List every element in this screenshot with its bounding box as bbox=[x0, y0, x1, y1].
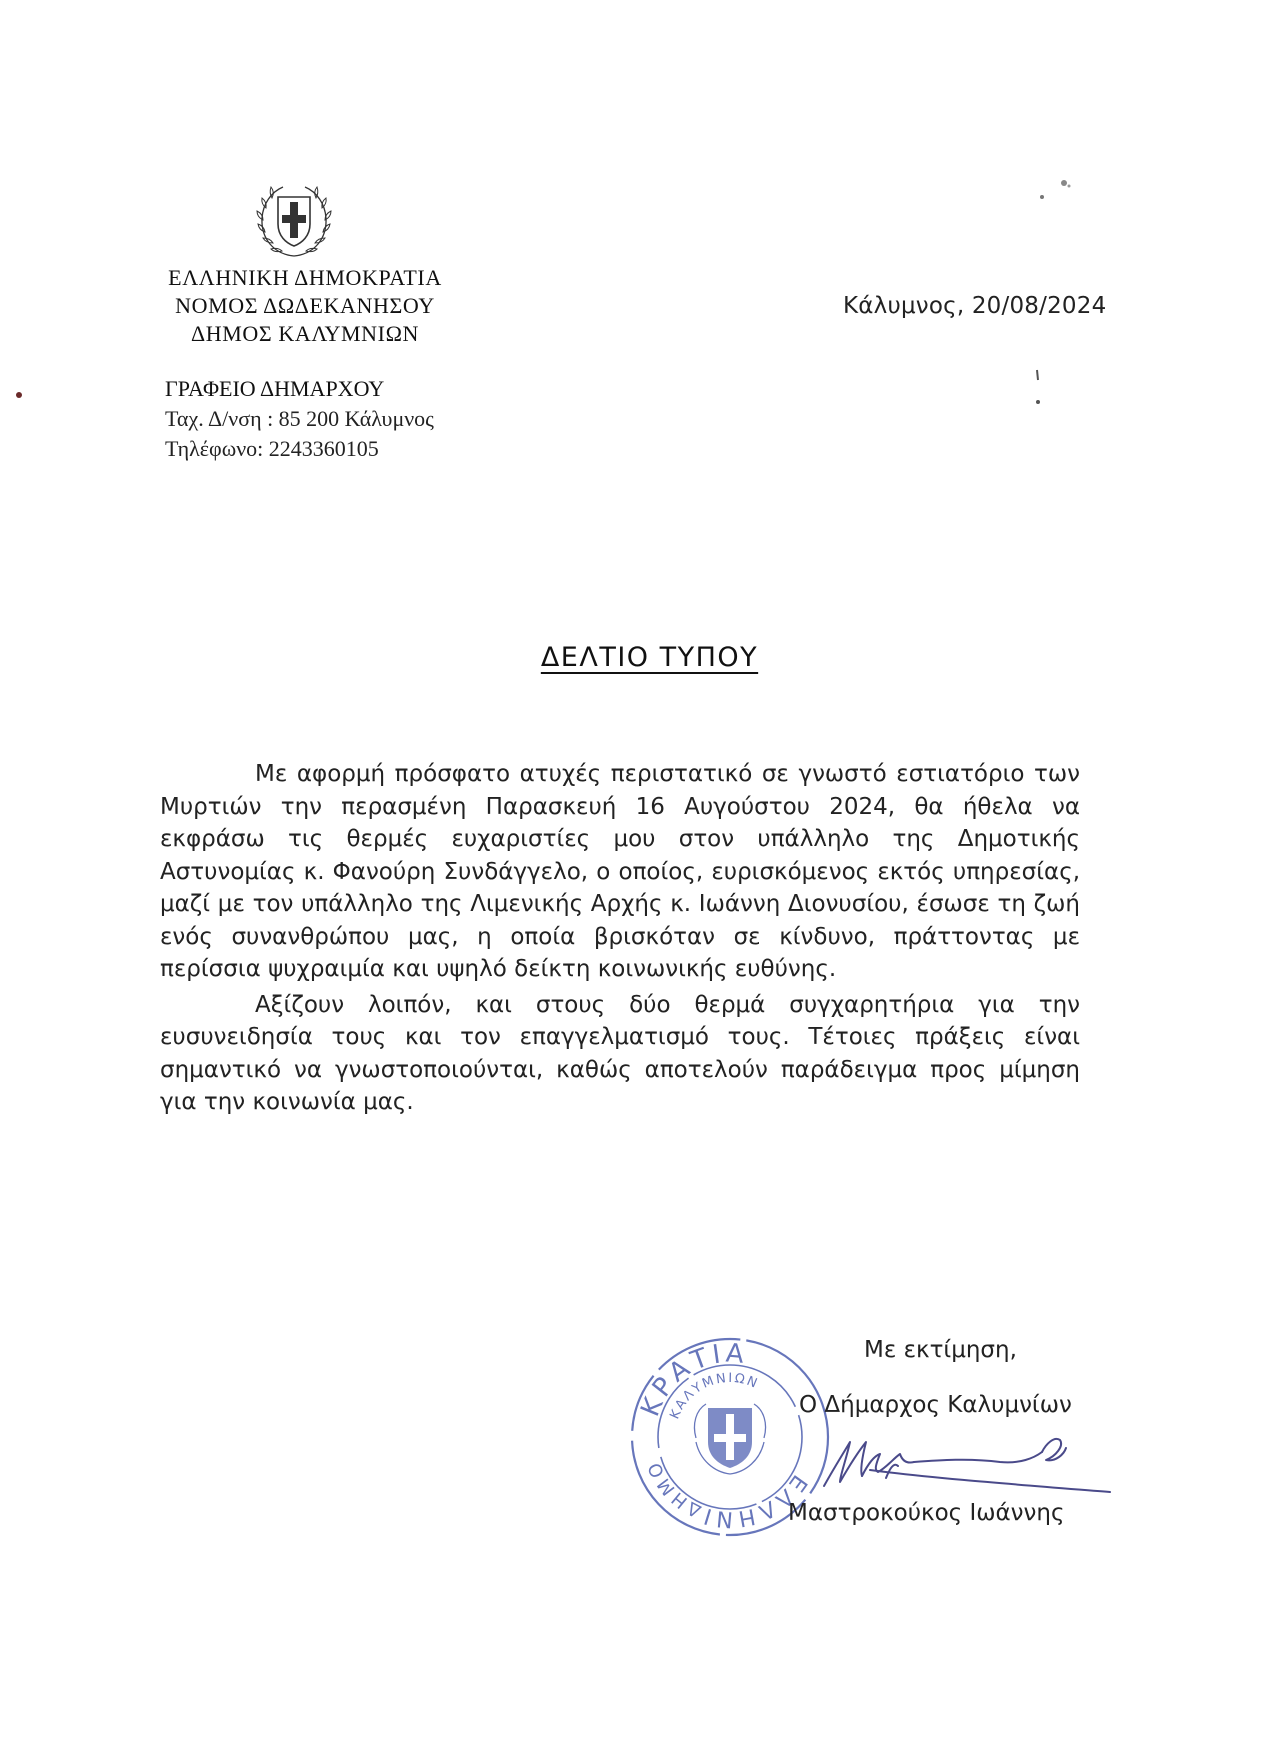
document-title bbox=[0, 642, 1275, 673]
document-body bbox=[160, 758, 1080, 1119]
stamp-inner-text: ΚΑΛΥΜΝΙΩΝ bbox=[667, 1370, 762, 1422]
scan-speck bbox=[1036, 177, 1076, 207]
stamp-left-text: ΔΗΜΟ bbox=[642, 1456, 705, 1522]
stamp-bottom-text: ΕΛΛΗΝΙ bbox=[697, 1469, 812, 1532]
signatory-name: Μαστροκούκος Ιωάννης bbox=[788, 1500, 1065, 1526]
handwritten-signature bbox=[810, 1408, 1120, 1513]
stamp-emblem-icon bbox=[694, 1404, 765, 1474]
body-paragraph: Αξίζουν λοιπόν, και στους δύο θερμά συγχαρητήρια για την ευσυνειδησία τους και τον επαγγελματισμό τους. Τέτοιες πράξεις είναι σημαντικό να γνωστοποιούνται, καθώς αποτελούν παράδειγμα προς μίμηση για την κοινωνία μας. bbox=[160, 991, 1080, 1115]
scan-speck bbox=[1032, 368, 1044, 408]
greek-coat-of-arms-icon bbox=[253, 180, 335, 262]
scan-speck bbox=[14, 390, 24, 400]
stamp-top-text: ΚΡΑΤΙΑ bbox=[635, 1338, 749, 1421]
header-line-municipality: ΔΗΜΟΣ ΚΑΛΥΜΝΙΩΝ bbox=[190, 321, 420, 346]
header-line-country: ΕΛΛΗΝΙΚΗ ΔΗΜΟΚΡΑΤΙΑ bbox=[168, 265, 442, 290]
signatory-role: Ο Δήμαρχος Καλυμνίων bbox=[799, 1392, 1072, 1418]
svg-text:ΔΗΜΟ bbox=[631, 1452, 714, 1523]
header-line-prefecture: ΝΟΜΟΣ ΔΩΔΕΚΑΝΗΣΟΥ bbox=[175, 293, 435, 318]
closing-salutation: Με εκτίμηση, bbox=[864, 1337, 1017, 1363]
postal-address: Ταχ. Δ/νση : 85 200 Κάλυμνος bbox=[165, 406, 434, 431]
body-paragraph: Με αφορμή πρόσφατο ατυχές περιστατικό σε γνωστό εστιατόριο των Μυρτιών την περασμένη Παρασκευή 16 Αυγούστου 2024, θα ήθελα να εκφράσω τις θερμές ευχαριστίες μου στον υπάλληλο της Δημοτικής Αστυνομίας κ. Φανούρη Συνδάγγελο, ο οποίος, ευρισκόμενος εκτός υπηρεσίας, μαζί με τον υπάλληλο της Λιμενικής Αρχής κ. Ιωάννη Διονυσίου, έσωσε τη ζωή ενός συνανθρώπου μας, η οποία βρισκόταν σε κίνδυνο, πράττοντας με περίσσια ψυχραιμία και υψηλό δείκτη κοινωνικής ευθύνης. bbox=[160, 761, 1080, 982]
document-date: Κάλυμνος, 20/08/2024 bbox=[843, 293, 1107, 319]
office-name: ΓΡΑΦΕΙΟ ΔΗΜΑΡΧΟΥ bbox=[165, 376, 385, 401]
phone-number: Τηλέφωνο: 2243360105 bbox=[165, 436, 379, 461]
document-title-text: ΔΕΛΤΙΟ ΤΥΠΟΥ bbox=[540, 642, 759, 673]
